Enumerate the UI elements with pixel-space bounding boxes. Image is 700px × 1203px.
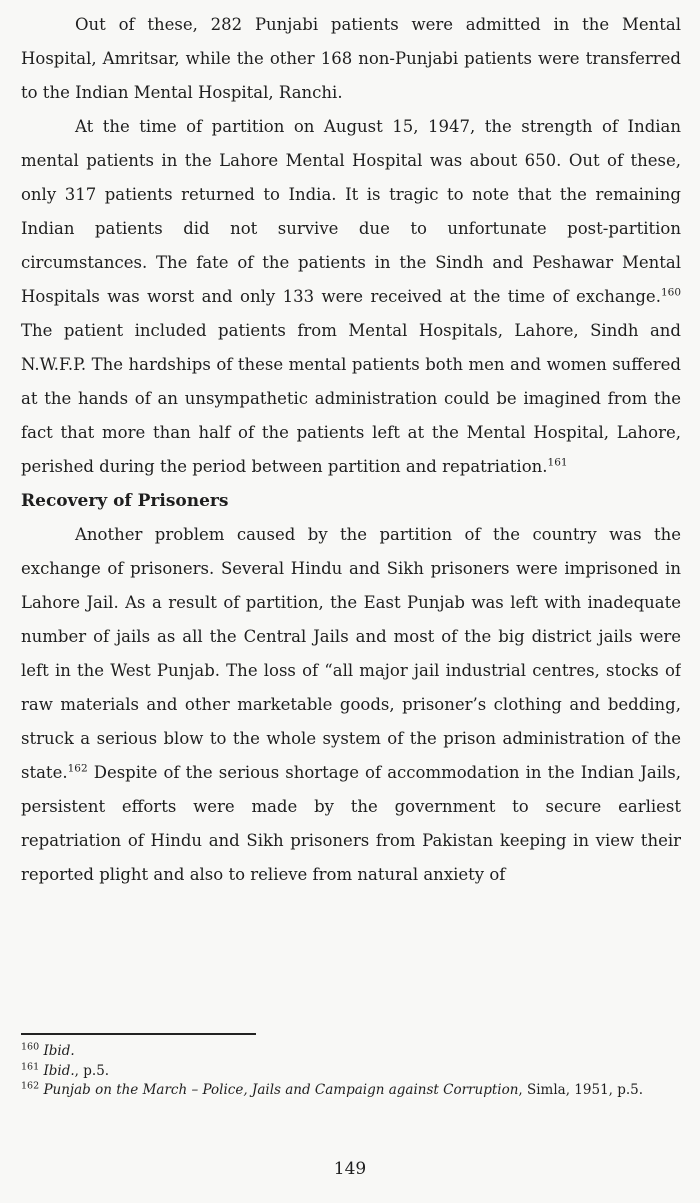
page-number: 149 (333, 1159, 367, 1179)
text-segment: Another problem caused by the partition of the country was the exchange of prisoners. Several Hindu and Sikh prisoners were imprisoned in Lahore Jail. As a result of partition, the East Punjab was left with inadequate number of jails as all the Central Jails and most of the big district jails were left in the West Punjab. The loss of “all major jail industrial centres, stocks of raw materials and other marketable goods, prisoner’s clothing and bedding, struck a serious blow to the whole system of the prison administration of the state. (21, 525, 681, 782)
text-segment: The patient included patients from Mental Hospitals, Lahore, Sindh and N.W.F.P. The hardships of these mental patients both men and women suffered at the hands of an unsympathetic administration could be imagined from the fact that more than half of the patients left at the Mental Hospital, Lahore, perished during the period between partition and repatriation. (21, 321, 681, 476)
footnote-marker: 161 (21, 1061, 40, 1072)
section-heading: Recovery of Prisoners (21, 491, 229, 511)
text-segment: Ibid. (43, 1062, 75, 1079)
body-paragraph (21, 518, 681, 892)
footnote-marker: 160 (21, 1041, 40, 1053)
footnote-marker: 162 (21, 1080, 40, 1092)
footnote-separator-rule (21, 1033, 256, 1035)
footnote-list (21, 1042, 681, 1101)
body-paragraph (21, 110, 681, 484)
footnote-ref: 160 (660, 286, 681, 299)
body-paragraph (21, 8, 681, 110)
footnote-ref: 161 (547, 456, 568, 469)
footnote-ref: 162 (67, 762, 88, 775)
text-segment: , p.5. (74, 1062, 110, 1079)
text-segment: At the time of partition on August 15, 1947, the strength of Indian mental patients in the Lahore Mental Hospital was about 650. Out of these, only 317 patients returned to India. It is tragic to note that the remaining Indian patients did not survive due to unfortunate post-partition circumstances. The fate of the patients in the Sindh and Peshawar Mental Hospitals was worst and only 133 were received at the time of exchange. (21, 117, 681, 306)
text-segment: Ibid. (43, 1043, 75, 1059)
body-text (21, 8, 681, 1030)
text-segment: Punjab on the March – Police, Jails and Campaign against Corruption (43, 1082, 519, 1098)
footnote-item (21, 1042, 681, 1062)
text-segment: Despite of the serious shortage of accommodation in the Indian Jails, persistent efforts were made by the government to secure earliest repatriation of Hindu and Sikh prisoners from Pakistan keeping in view their reported plight and also to relieve from natural anxiety of (21, 763, 681, 884)
footnote-item (21, 1062, 681, 1082)
footnote-item (21, 1081, 681, 1101)
footnotes-section (21, 1033, 681, 1101)
text-segment: , Simla, 1951, p.5. (518, 1082, 644, 1098)
text-segment: Out of these, 282 Punjabi patients were admitted in the Mental Hospital, Amritsar, while the other 168 non-Punjabi patients were transferred to the Indian Mental Hospital, Ranchi. (21, 15, 681, 102)
